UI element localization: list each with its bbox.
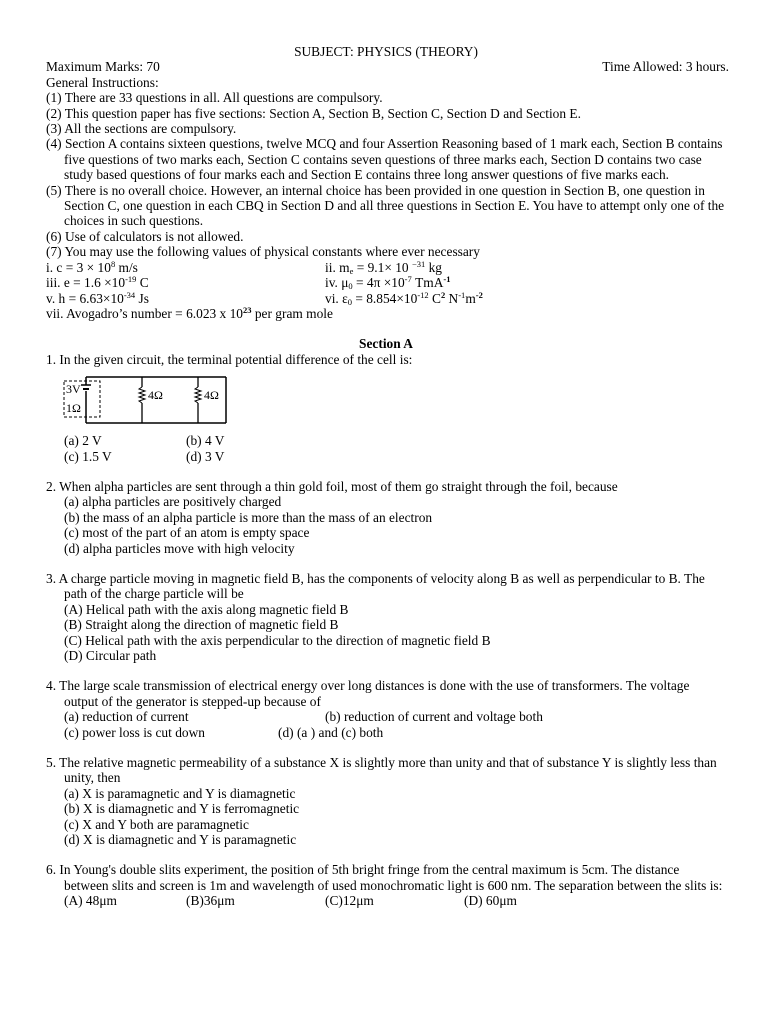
- option-d[interactable]: (D) 60μm: [464, 893, 517, 909]
- option-c[interactable]: (c) X and Y both are paramagnetic: [64, 816, 249, 832]
- option-c[interactable]: (C)12μm: [325, 893, 374, 909]
- general-instructions-heading: General Instructions:: [46, 74, 159, 90]
- option-d[interactable]: (d) X is diamagnetic and Y is paramagnetic: [64, 832, 297, 848]
- exam-page: [46, 44, 729, 909]
- subject-title: SUBJECT: PHYSICS (THEORY): [294, 44, 478, 59]
- option-a[interactable]: (a) 2 V: [64, 433, 102, 449]
- question-4-text: 4. The large scale transmission of electrical energy over long distances is done with the use of transformers. The voltage output of the generator is stepped-up because of: [46, 678, 690, 709]
- question-5-text: 5. The relative magnetic permeability of a substance X is slightly more than unity and that of substance Y is slightly less than unity, then: [46, 755, 717, 786]
- option-c[interactable]: (c) most of the part of an atom is empty space: [64, 525, 310, 541]
- option-b[interactable]: (b) reduction of current and voltage both: [325, 709, 543, 725]
- option-a[interactable]: (a) reduction of current: [64, 709, 189, 725]
- option-d[interactable]: (d) alpha particles move with high velocity: [64, 540, 295, 556]
- time-allowed: Time Allowed: 3 hours.: [602, 59, 729, 75]
- resistor-2-symbol: [195, 387, 201, 403]
- option-b[interactable]: (B)36μm: [186, 893, 235, 909]
- instruction-3: (3) All the sections are compulsory.: [46, 121, 237, 137]
- resistor-1-label: 4Ω: [148, 388, 163, 403]
- constant-planck: v. $h = 6.63\times 10^{-34}$ Js: [46, 289, 149, 306]
- constant-permeability: iv. $\mu_0 = 4\pi \times 10^{-7}$ TmA$^{-1}$: [325, 274, 451, 292]
- option-b[interactable]: (b) X is diamagnetic and Y is ferromagnetic: [64, 801, 300, 817]
- instruction-5: (5) There is no overall choice. However, an internal choice has been provided in one question in Section B, one question in Section C, one question in each CBQ in Section D and all three questions in Section E. You have to attempt only one of the choices in such questions.: [46, 182, 725, 229]
- resistor-2-label: 4Ω: [204, 388, 219, 403]
- instruction-7: (7) You may use the following values of physical constants where ever necessary: [46, 244, 480, 260]
- question-3-text: 3. A charge particle moving in magnetic field B, has the components of velocity along B as well as perpendicular to B. The path of the charge particle will be: [46, 570, 705, 602]
- resistor-1-symbol: [139, 387, 145, 403]
- option-b[interactable]: (b) the mass of an alpha particle is more than the mass of an electron: [64, 509, 433, 525]
- question-4-options-row-2: [46, 725, 726, 740]
- instruction-4: (4) Section A contains sixteen questions, twelve MCQ and four Assertion Reasoning based of 1 mark each, Section B contains five questions of two marks each, Section C contains seven questions of three marks each, Section D contains two case study based questions of four marks each and Section E contains three long answer questions of five marks each.: [46, 136, 723, 183]
- option-d[interactable]: (d) (a ) and (c) both: [278, 724, 384, 740]
- question-4-options-row-1: [46, 709, 726, 724]
- option-c[interactable]: (C) Helical path with the axis perpendicular to the direction of magnetic field B: [64, 632, 491, 648]
- question-4: [46, 678, 726, 740]
- question-2-text: 2. When alpha particles are sent through a thin gold foil, most of them go straight through the foil, because: [46, 478, 618, 494]
- marks-time-row: [46, 59, 729, 75]
- option-d[interactable]: (d) 3 V: [186, 448, 225, 464]
- option-c[interactable]: (c) power loss is cut down: [64, 724, 205, 740]
- circuit-diagram: [62, 373, 726, 429]
- question-1-text: 1. In the given circuit, the terminal potential difference of the cell is:: [46, 351, 413, 367]
- circuit-diagram-svg: [62, 373, 252, 429]
- option-a[interactable]: (a) alpha particles are positively charged: [64, 494, 282, 510]
- question-6: [46, 862, 726, 908]
- option-d[interactable]: (D) Circular path: [64, 648, 157, 663]
- question-1-options-row-1: [46, 433, 726, 448]
- instruction-6: (6) Use of calculators is not allowed.: [46, 228, 244, 244]
- constants-row-1: [46, 260, 726, 275]
- option-a[interactable]: (a) X is paramagnetic and Y is diamagnetic: [64, 785, 296, 801]
- section-a-heading: Section A: [359, 336, 413, 352]
- constant-permittivity: vi. $\varepsilon_0 = 8.854\times 10^{-12}$ $C^2$ $N^{-1}m^{-2}$: [325, 289, 483, 307]
- option-b[interactable]: (b) 4 V: [186, 433, 225, 449]
- question-5: [46, 755, 726, 847]
- constant-avogadro: vii. Avogadro’s number = 6.023 x $10^{23}$ per gram mole: [46, 304, 333, 321]
- instruction-1: (1) There are 33 questions in all. All questions are compulsory.: [46, 90, 383, 106]
- question-1-options-row-2: [46, 449, 726, 464]
- question-6-text: 6. In Young's double slits experiment, the position of 5th bright fringe from the central maximum is 5cm. The distance between slits and screen is 1m and wavelength of used monochromatic light is 600 nm. The separation between the slits is:: [46, 862, 723, 893]
- cell-internal-resistance-label: 1Ω: [66, 401, 81, 416]
- option-b[interactable]: (B) Straight along the direction of magnetic field B: [64, 617, 339, 633]
- question-6-options-row: [46, 893, 726, 908]
- cell-emf-label: 3V: [66, 382, 81, 397]
- option-a[interactable]: (A) 48μm: [64, 893, 117, 909]
- option-a[interactable]: (A) Helical path with the axis along magnetic field B: [64, 601, 349, 617]
- option-c[interactable]: (c) 1.5 V: [64, 448, 112, 464]
- constant-electron-charge: iii. $e = 1.6 \times 10^{-19}$ C: [46, 274, 149, 291]
- question-2: [46, 479, 726, 556]
- maximum-marks: Maximum Marks: 70: [46, 59, 160, 75]
- constant-electron-mass: ii. $m_e = 9.1\times 10$ $^{-31}$ kg: [325, 258, 443, 276]
- constants-row-3: [46, 291, 726, 306]
- question-1: [46, 352, 726, 464]
- question-3: [46, 571, 726, 663]
- instruction-2: (2) This question paper has five sections: Section A, Section B, Section C, Section D and Section E.: [46, 105, 581, 121]
- constant-speed-of-light: i. $c = 3 \times 10^8$ m/s: [46, 258, 138, 275]
- constants-row-2: [46, 275, 726, 290]
